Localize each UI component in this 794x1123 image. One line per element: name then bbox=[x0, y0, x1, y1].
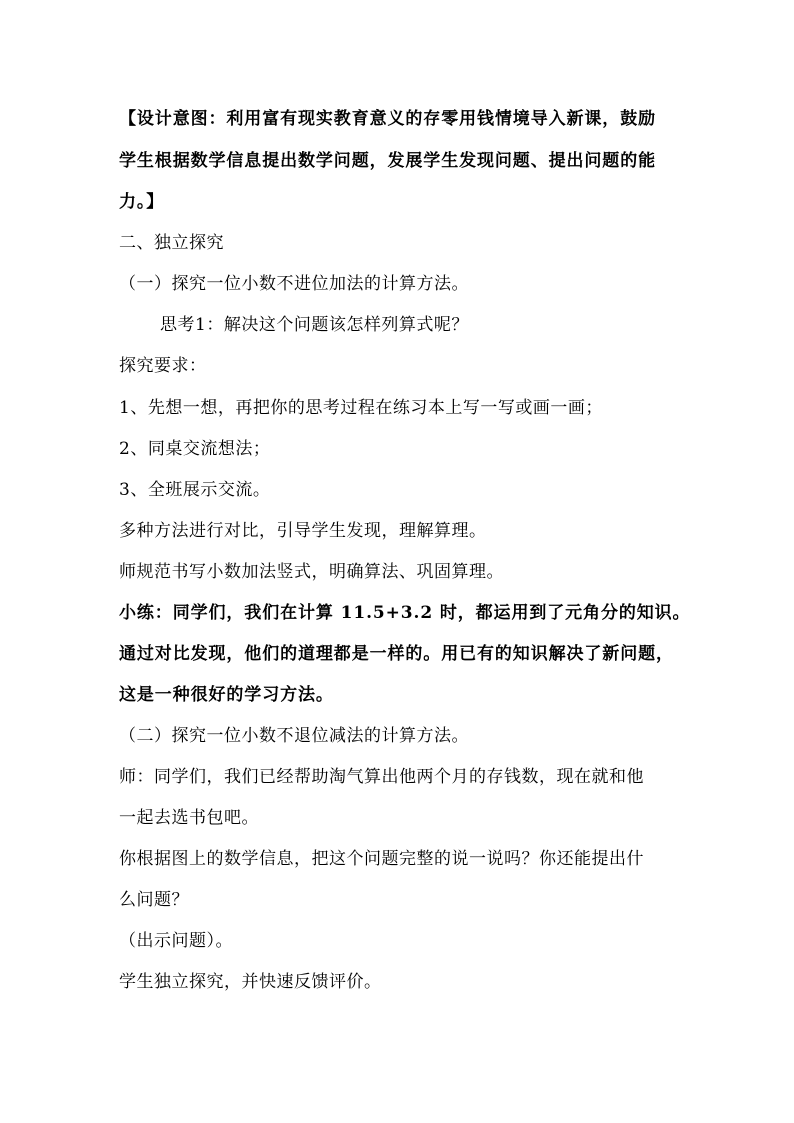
design-intent-line-1: 【设计意图：利用富有现实教育意义的存零用钱情境导入新课，鼓励 bbox=[119, 109, 656, 129]
compare-methods-text: 多种方法进行对比，引导学生发现，理解算理。 bbox=[119, 521, 487, 541]
section-2-heading: 二、独立探究 bbox=[119, 233, 224, 253]
summary-line-2: 通过对比发现，他们的道理都是一样的。用已有的知识解决了新问题， bbox=[119, 644, 674, 664]
design-intent-line-2: 学生根据数学信息提出数学问题，发展学生发现问题、提出问题的能 bbox=[119, 151, 656, 171]
requirement-item-3: 3、全班展示交流。 bbox=[119, 480, 271, 500]
requirements-heading: 探究要求： bbox=[119, 356, 207, 376]
requirement-item-1: 1、先想一想，再把你的思考过程在练习本上写一写或画一画； bbox=[119, 398, 603, 418]
show-problem-text: （出示问题）。 bbox=[119, 931, 233, 951]
teacher-demo-text: 师规范书写小数加法竖式，明确算法、巩固算理。 bbox=[119, 562, 504, 582]
question-prompt-line-2: 么问题？ bbox=[119, 890, 189, 910]
subsection-2-heading: （二）探究一位小数不退位减法的计算方法。 bbox=[119, 726, 469, 746]
design-intent-line-3: 力。】 bbox=[119, 192, 165, 212]
requirement-item-2: 2、同桌交流想法； bbox=[119, 439, 271, 459]
summary-line-3: 这是一种很好的学习方法。 bbox=[119, 685, 334, 705]
summary-line-1: 小练：同学们，我们在计算 11.5+3.2 时，都运用到了元角分的知识。 bbox=[119, 603, 691, 623]
teacher-talk-line-2: 一起去选书包吧。 bbox=[119, 808, 259, 828]
teacher-talk-line-1: 师：同学们，我们已经帮助淘气算出他两个月的存钱数，现在就和他 bbox=[119, 767, 644, 787]
think-question-1: 思考1：解决这个问题该怎样列算式呢？ bbox=[160, 315, 469, 335]
question-prompt-line-1: 你根据图上的数学信息，把这个问题完整的说一说吗？你还能提出什 bbox=[119, 849, 644, 869]
student-explore-text: 学生独立探究，并快速反馈评价。 bbox=[119, 972, 382, 992]
subsection-1-heading: （一）探究一位小数不进位加法的计算方法。 bbox=[119, 274, 469, 294]
